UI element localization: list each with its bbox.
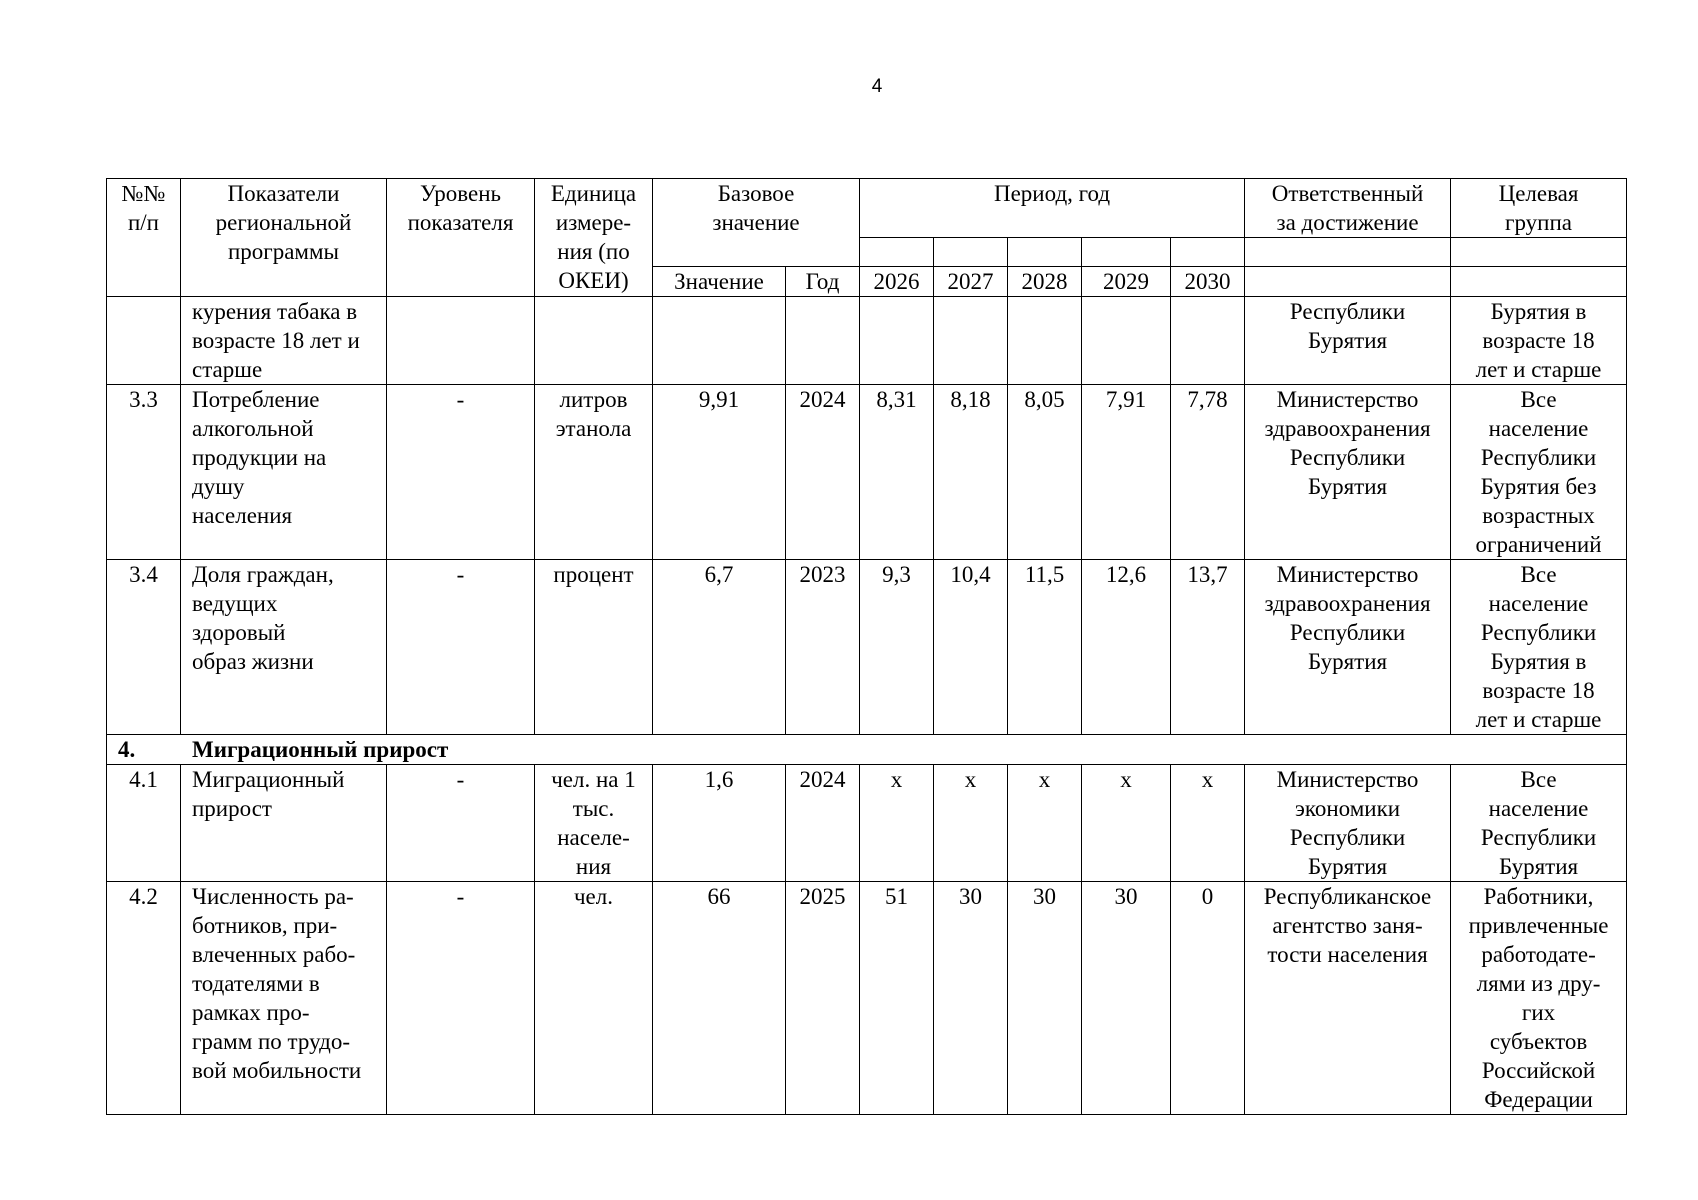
row-target-group: Работники, привлеченные работодате- лями из дру- гих субъектов Российской Федерации xyxy=(1451,882,1627,1115)
row-unit: чел. xyxy=(535,882,653,1115)
table-row xyxy=(107,765,1627,882)
row-value-2030 xyxy=(1171,297,1245,385)
section-title: Миграционный прирост xyxy=(192,737,449,762)
row-indicator: Потребление алкогольной продукции на душу населения xyxy=(181,385,387,560)
row-value-2030: 7,78 xyxy=(1171,385,1245,560)
row-level: - xyxy=(387,560,535,735)
header-blank xyxy=(1245,267,1451,297)
header-responsible: Ответственный за достижение xyxy=(1245,179,1451,238)
header-base-year: Год xyxy=(786,267,860,297)
row-value-2027 xyxy=(934,297,1008,385)
table-row xyxy=(107,297,1627,385)
row-base-year: 2024 xyxy=(786,385,860,560)
row-base-value xyxy=(653,297,786,385)
row-value-2026 xyxy=(860,297,934,385)
row-level: - xyxy=(387,385,535,560)
row-num: 3.4 xyxy=(107,560,181,735)
row-level xyxy=(387,297,535,385)
row-responsible: Министерство здравоохранения Республики Бурятия xyxy=(1245,385,1451,560)
row-value-2028 xyxy=(1008,297,1082,385)
row-value-2029: 7,91 xyxy=(1082,385,1171,560)
row-level: - xyxy=(387,882,535,1115)
row-value-2029: x xyxy=(1082,765,1171,882)
row-base-year: 2024 xyxy=(786,765,860,882)
row-target-group: Все население Республики Бурятия в возрасте 18 лет и старше xyxy=(1451,560,1627,735)
header-year-2030: 2030 xyxy=(1171,267,1245,297)
header-blank xyxy=(1451,267,1627,297)
row-value-2026: 51 xyxy=(860,882,934,1115)
row-value-2027: 30 xyxy=(934,882,1008,1115)
header-period: Период, год xyxy=(860,179,1245,238)
header-level: Уровень показателя xyxy=(387,179,535,297)
row-base-year: 2023 xyxy=(786,560,860,735)
row-num: 4.2 xyxy=(107,882,181,1115)
header-year-2029: 2029 xyxy=(1082,267,1171,297)
row-target-group: Все население Республики Бурятия без возрастных ограничений xyxy=(1451,385,1627,560)
row-value-2028: 11,5 xyxy=(1008,560,1082,735)
header-year-2026: 2026 xyxy=(860,267,934,297)
row-base-year xyxy=(786,297,860,385)
row-value-2028: 8,05 xyxy=(1008,385,1082,560)
row-num xyxy=(107,297,181,385)
row-value-2028: x xyxy=(1008,765,1082,882)
row-indicator: курения табака в возрасте 18 лет и старше xyxy=(181,297,387,385)
header-year-2027: 2027 xyxy=(934,267,1008,297)
row-value-2027: 10,4 xyxy=(934,560,1008,735)
row-target-group: Все население Республики Бурятия xyxy=(1451,765,1627,882)
row-indicator: Миграционный прирост xyxy=(181,765,387,882)
row-value-2026: 8,31 xyxy=(860,385,934,560)
section-heading xyxy=(107,735,1627,765)
row-value-2029: 12,6 xyxy=(1082,560,1171,735)
row-value-2030: 0 xyxy=(1171,882,1245,1115)
table-row xyxy=(107,385,1627,560)
row-value-2028: 30 xyxy=(1008,882,1082,1115)
header-blank xyxy=(934,238,1008,267)
page-number: 4 xyxy=(871,76,883,97)
header-blank xyxy=(1082,238,1171,267)
row-unit xyxy=(535,297,653,385)
table-row xyxy=(107,560,1627,735)
row-value-2026: 9,3 xyxy=(860,560,934,735)
header-blank xyxy=(1171,238,1245,267)
header-indicator: Показатели региональной программы xyxy=(181,179,387,297)
header-year-2028: 2028 xyxy=(1008,267,1082,297)
row-responsible: Республики Бурятия xyxy=(1245,297,1451,385)
row-base-value: 1,6 xyxy=(653,765,786,882)
row-unit: чел. на 1 тыс. населе- ния xyxy=(535,765,653,882)
row-responsible: Республиканское агентство заня- тости населения xyxy=(1245,882,1451,1115)
header-blank xyxy=(1451,238,1627,267)
row-value-2027: 8,18 xyxy=(934,385,1008,560)
row-base-value: 6,7 xyxy=(653,560,786,735)
row-indicator: Численность ра- ботников, при- влеченных рабо- тодателями в рамках про- грамм по трудо- вой мобильности xyxy=(181,882,387,1115)
header-base-value: Значение xyxy=(653,267,786,297)
row-target-group: Бурятия в возрасте 18 лет и старше xyxy=(1451,297,1627,385)
header-target-group: Целевая группа xyxy=(1451,179,1627,238)
row-value-2026: x xyxy=(860,765,934,882)
row-value-2027: x xyxy=(934,765,1008,882)
row-base-year: 2025 xyxy=(786,882,860,1115)
header-unit: Единица измере- ния (по ОКЕИ) xyxy=(535,179,653,297)
row-unit: литров этанола xyxy=(535,385,653,560)
indicators-table xyxy=(106,178,1627,1115)
header-blank xyxy=(860,238,934,267)
header-base: Базовое значение xyxy=(653,179,860,267)
row-num: 4.1 xyxy=(107,765,181,882)
section-number: 4. xyxy=(118,737,136,762)
header-num: №№ п/п xyxy=(107,179,181,297)
table-row xyxy=(107,882,1627,1115)
header-row-1 xyxy=(107,179,1627,238)
row-value-2030: 13,7 xyxy=(1171,560,1245,735)
row-base-value: 66 xyxy=(653,882,786,1115)
row-base-value: 9,91 xyxy=(653,385,786,560)
row-responsible: Министерство здравоохранения Республики Бурятия xyxy=(1245,560,1451,735)
row-value-2030: x xyxy=(1171,765,1245,882)
header-blank xyxy=(1008,238,1082,267)
row-num: 3.3 xyxy=(107,385,181,560)
row-responsible: Министерство экономики Республики Бурятия xyxy=(1245,765,1451,882)
row-value-2029: 30 xyxy=(1082,882,1171,1115)
header-blank xyxy=(1245,238,1451,267)
row-indicator: Доля граждан, ведущих здоровый образ жизни xyxy=(181,560,387,735)
row-level: - xyxy=(387,765,535,882)
section-heading-row xyxy=(107,735,1627,765)
row-unit: процент xyxy=(535,560,653,735)
row-value-2029 xyxy=(1082,297,1171,385)
